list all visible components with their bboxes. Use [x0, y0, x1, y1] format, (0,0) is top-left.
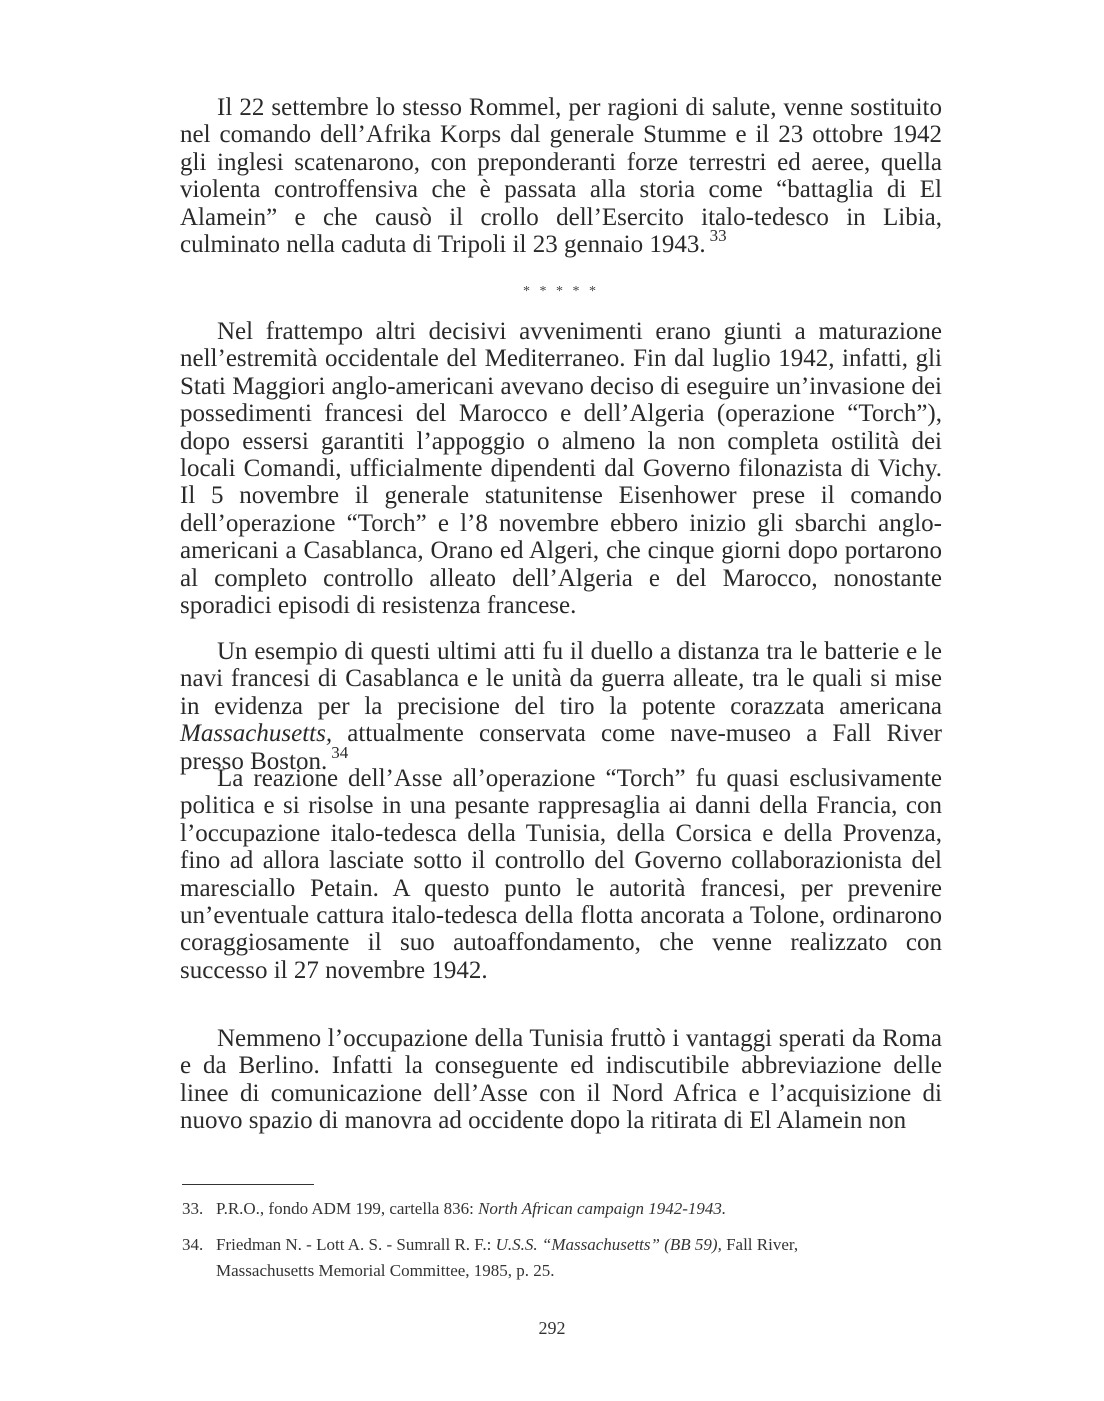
footnote-italic: U.S.S. “Massachusetts” (BB 59), [495, 1235, 722, 1254]
paragraph-text-before: Un esempio di questi ultimi atti fu il duello a distanza tra le batterie e le navi francesi di Casablanca e le unità da guerra alleate, tra le quali si mise in evidenza per la precisione del tiro la potente corazzata americana [180, 638, 942, 720]
paragraph-operation-torch [180, 318, 942, 619]
footnote-ref-34: 34 [331, 742, 349, 762]
footnote-italic: North African campaign 1942-1943. [478, 1199, 727, 1218]
footnote-33 [182, 1196, 942, 1222]
footnote-continuation: Massachusetts Memorial Committee, 1985, p. 25. [216, 1261, 555, 1280]
paragraph-text: La reazione dell’Asse all’operazione “Torch” fu quasi esclusivamente politica e si risolse in una pesante rappresaglia ai danni della Francia, con l’occupazione italo-tedesca della Tunisia, della Corsica e della Provenza, fino ad allora lasciate sotto il controllo del Governo collaborazionista del maresciallo Petain. A questo punto le autorità francesi, per prevenire un’eventuale cattura italo-tedesca della flotta ancorata a Tolone, ordinarono coraggiosamente il suo autoaffondamento, che venne realizzato con successo il 27 novembre 1942. [180, 765, 942, 984]
footnote-ref-33: 33 [709, 226, 727, 246]
footnote-34 [182, 1232, 942, 1284]
paragraph-casablanca-duel [180, 638, 942, 777]
paragraph-rommel-alamein [180, 94, 942, 260]
paragraph-axis-reaction [180, 765, 942, 984]
section-separator: * * * * * [523, 284, 599, 299]
paragraph-text: Nemmeno l’occupazione della Tunisia fruttò i vantaggi sperati da Roma e da Berlino. Infatti la conseguente ed indiscutibile abbreviazione delle linee di comunicazione dell’Asse con il Nord Africa e l’acquisizione di nuovo spazio di manovra ad occidente dopo la ritirata di El Alamein non [180, 1025, 942, 1135]
footnote-number: 33. [182, 1199, 204, 1218]
paragraph-tunisia [180, 1025, 942, 1135]
paragraph-text-after: attualmente conservata come nave-museo a Fall River presso Boston. [180, 720, 942, 775]
footnote-text: Friedman N. - Lott A. S. - Sumrall R. F.: [216, 1235, 492, 1254]
footnote-text: P.R.O., fondo ADM 199, cartella 836: [216, 1199, 474, 1218]
footnote-divider [182, 1184, 314, 1185]
paragraph-text: Il 22 settembre lo stesso Rommel, per ragioni di salute, venne sostituito nel comando dell’Afrika Korps dal generale Stumme e il 23 ottobre 1942 gli inglesi scatenarono, con preponderanti forze terrestri ed aeree, quella violenta controffensiva che è passata alla storia come “battaglia di El Alamein” e che causò il crollo dell’Esercito italo-tedesco in Libia, culminato nella caduta di Tripoli il 23 gennaio 1943. [180, 94, 942, 259]
ship-name-italic: Massachusetts, [180, 720, 333, 748]
paragraph-text: Nel frattempo altri decisivi avvenimenti erano giunti a maturazione nell’estremità occidentale del Mediterraneo. Fin dal luglio 1942, infatti, gli Stati Maggiori anglo-americani avevano deciso di eseguire un’invasione dei possedimenti francesi del Marocco e dell’Algeria (operazione “Torch”), dopo essersi garantiti l’appoggio o almeno la non completa ostilità dei locali Comandi, ufficialmente dipendenti dal Governo filonazista di Vichy. Il 5 novembre il generale statunitense Eisenhower prese il comando dell’operazione “Torch” e l’8 novembre ebbero inizio gli sbarchi anglo-americani a Casablanca, Orano ed Algeri, che cinque giorni dopo portarono al completo controllo alleato dell’Algeria e del Marocco, nonostante sporadici episodi di resistenza francese. [180, 318, 942, 620]
page-number: 292 [538, 1318, 566, 1338]
footnote-text-after: Fall River, [726, 1235, 799, 1254]
footnote-number: 34. [182, 1235, 204, 1254]
